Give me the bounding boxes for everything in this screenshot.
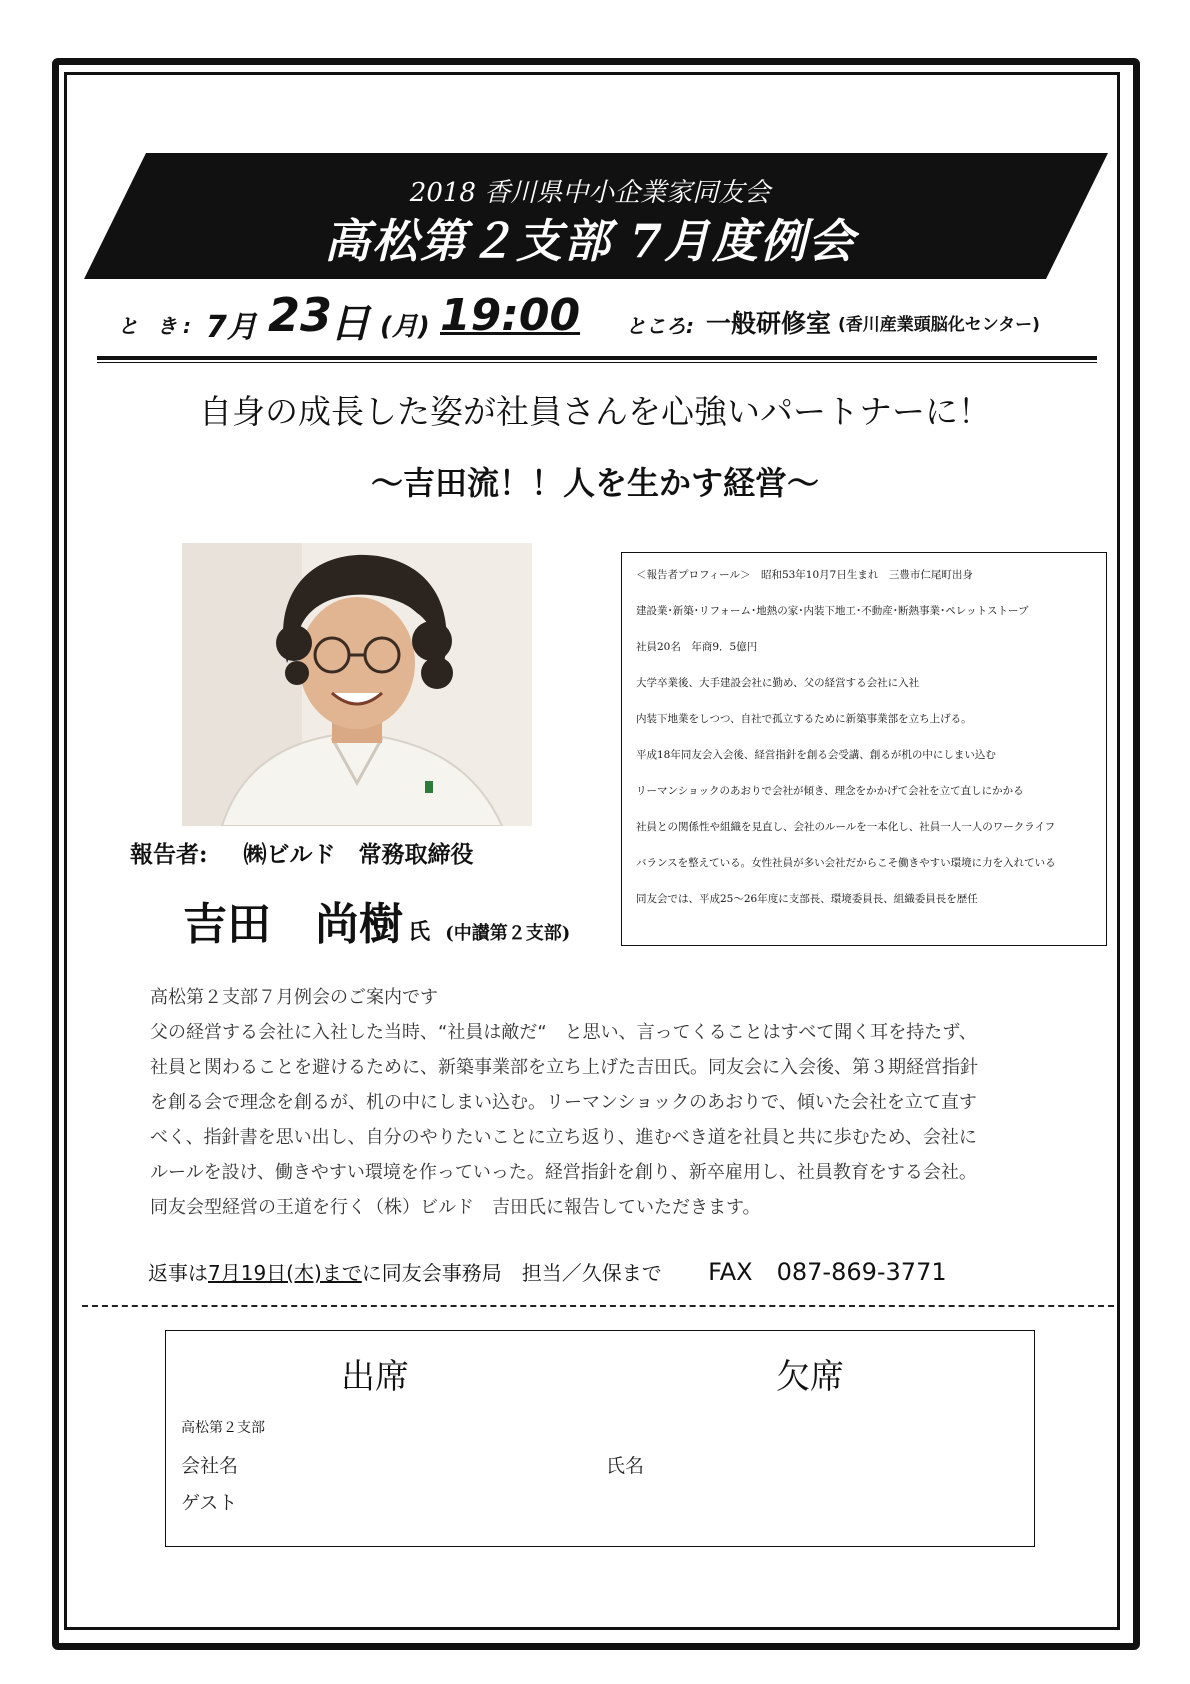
reporter-company-title: ㈱ビルド 常務取締役 (243, 841, 474, 868)
guest-label: ゲスト (181, 1492, 238, 1514)
announcement-body (150, 980, 1090, 1225)
profile-line: 建設業･新築･リフォーム･地熱の家･内装下地工･不動産･断熱事業･ペレットストーブ (636, 605, 1029, 617)
reporter-line (130, 836, 474, 869)
where-label: ところ: (626, 314, 694, 338)
fax-number: FAX 087-869-3771 (708, 1258, 947, 1286)
profile-line: 内装下地業をしつつ、自社で孤立するために新築事業部を立ち上げる。 (636, 713, 972, 725)
body-line: ルールを設け、働きやすい環境を作っていった。経営指針を創り、新卒雇用し、社員教育をする会社。 (150, 1162, 977, 1183)
reporter-honorific: 氏 (408, 919, 431, 945)
divider (97, 362, 1097, 363)
body-line: 同友会型経営の王道を行く（株）ビルド 吉田氏に報告していただきます。 (150, 1197, 761, 1218)
profile-line: 社員20名 年商9．5億円 (636, 641, 758, 653)
reporter-photo (182, 543, 532, 826)
venue-detail: (香川産業頭脳化センター) (838, 315, 1040, 335)
reply-instructions (148, 1252, 947, 1287)
day: 23 (268, 288, 333, 342)
cut-line (82, 1305, 1114, 1307)
profile-line: 大学卒業後、大手建設会社に勤め、父の経営する会社に入社 (636, 677, 920, 689)
body-line: を創る会で理念を創るが、机の中にしまい込む。リーマンショックのあおりで、傾いた会社を立て直す (150, 1092, 977, 1113)
body-line: 社員と関わることを避けるために、新築事業部を立ち上げた吉田氏。同友会に入会後、第３期経営指針 (150, 1057, 978, 1078)
profile-line: ＜報告者プロフィール＞ 昭和53年10月7日生まれ 三豊市仁尾町出身 (636, 569, 973, 581)
reply-suffix: に同友会事務局 担当／久保まで (361, 1261, 662, 1285)
profile-line: 平成18年同友会入会後、経営指針を創る会受講、創るが机の中にしまい込む (636, 749, 996, 761)
body-line: べく、指針書を思い出し、自分のやりたいことに立ち返り、進むべき道を社員と共に歩むため、会社に (150, 1127, 977, 1148)
company-label: 会社名 (181, 1455, 239, 1477)
venue: 一般研修室 (706, 309, 832, 338)
profile-line: 社員との関係性や組織を見直し、会社のルールを一本化し、社員一人一人のワークライフ (636, 821, 1056, 833)
profile-line: バランスを整えている。女性社員が多い会社だからこそ働きやすい環境に力を入れている (636, 857, 1056, 869)
body-line: 高松第２支部７月例会のご案内です (150, 987, 438, 1008)
day-suffix: 日 (330, 301, 370, 347)
body-line: 父の経営する会社に入社した当時、“社員は敵だ“ と思い、言ってくることはすべて聞く耳を持たず、 (150, 1022, 977, 1043)
form-branch: 高松第２支部 (181, 1420, 265, 1436)
banner-year-line: 2018 香川県中小企業家同友会 (409, 178, 771, 208)
profile-line: 同友会では、平成25～26年度に支部長、環境委員長、組織委員長を歴任 (636, 893, 978, 905)
reporter-branch: (中讃第２支部) (445, 923, 571, 944)
headline: 自身の成長した姿が社員さんを心強いパートナーに！ (199, 392, 991, 431)
reply-deadline: 7月19日(木)まで (208, 1261, 362, 1285)
response-form (165, 1330, 1035, 1547)
reply-prefix: 返事は (148, 1261, 208, 1285)
profile-box (621, 552, 1107, 946)
subheadline: ～吉田流！！人を生かす経営～ (370, 464, 819, 502)
weekday: (月) (380, 312, 430, 342)
attend-option[interactable]: 出席 (341, 1357, 409, 1397)
reporter-label: 報告者: (130, 841, 208, 868)
reporter-name-row (183, 888, 570, 952)
absent-option[interactable]: 欠席 (776, 1357, 844, 1397)
month: 7月 (206, 310, 257, 345)
when-label: と き: (118, 314, 197, 338)
profile-line: リーマンショックのあおりで会社が傾き、理念をかかげて会社を立て直しにかかる (636, 785, 1024, 797)
reporter-name: 吉田 尚樹 (183, 899, 403, 950)
schedule-row (118, 288, 1078, 347)
start-time: 19:00 (440, 290, 581, 341)
name-label: 氏名 (606, 1455, 645, 1477)
banner-title: 高松第２支部 7月度例会 (323, 214, 857, 268)
divider (97, 356, 1097, 360)
